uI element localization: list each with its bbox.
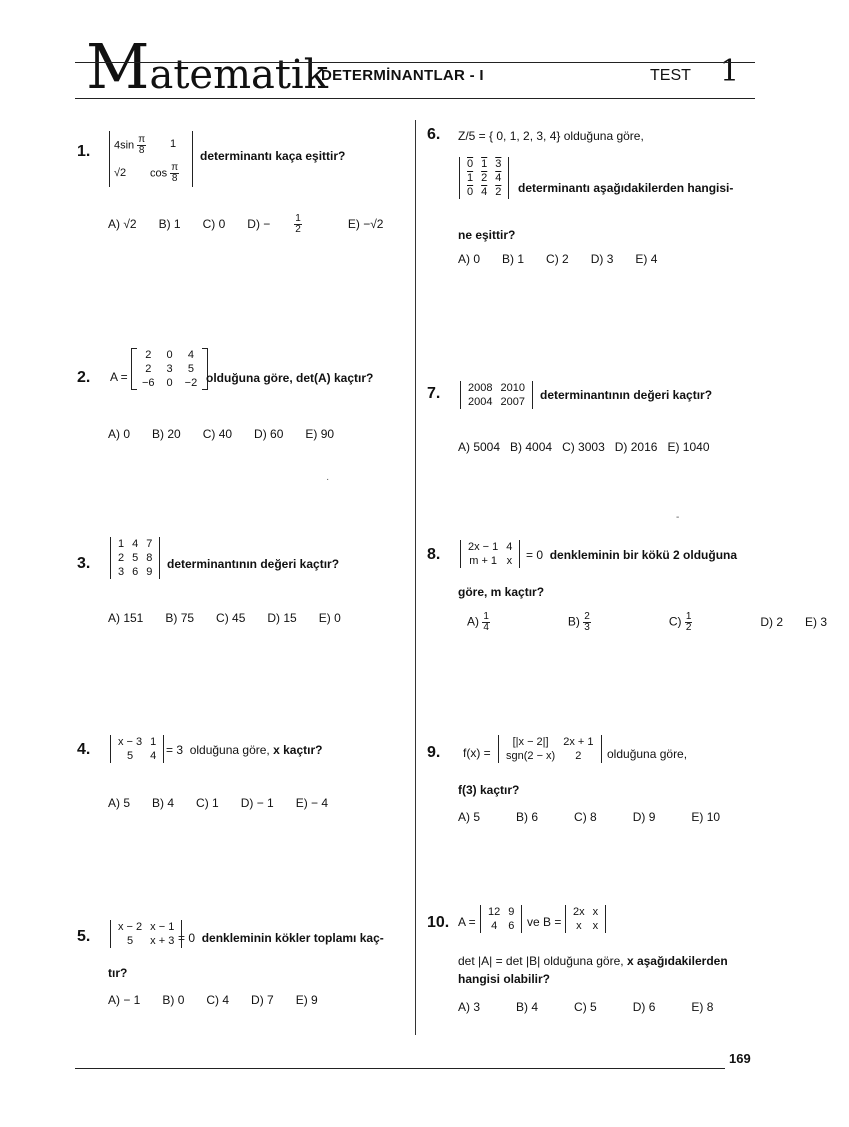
q9-func-label: f(x) =	[463, 746, 491, 760]
q4-determinant: x − 3 1 5 4	[110, 735, 164, 763]
q8-text-cont: göre, m kaçtır?	[458, 585, 545, 599]
q4-text: = 3 olduğuna göre, x kaçtır?	[166, 743, 323, 757]
q9-determinant: [|x − 2|] 2x + 1 sgn(2 − x) 2	[498, 735, 602, 763]
q7-options: A) 5004 B) 4004 C) 3003 D) 2016 E) 1040	[458, 440, 710, 454]
test-number: 1	[720, 54, 740, 89]
q8-text: = 0 denkleminin bir kökü 2 olduğuna	[526, 548, 738, 562]
stray-mark: -	[676, 512, 680, 523]
column-divider	[415, 120, 416, 1035]
q7-determinant: 2008 2010 2004 2007	[460, 381, 533, 409]
q8-options: A) $\frac{1}{4}$ B) $\frac{2}{3}$ C) $\frac{1}{2}$ D) 2 E) 3	[467, 611, 828, 633]
q10-b-label: ve B =	[527, 915, 562, 929]
question-number: 7.	[427, 385, 441, 402]
question-number: 10.	[427, 914, 450, 931]
q5-options: A) − 1 B) 0 C) 4 D) 7 E) 9	[108, 993, 318, 1007]
question-number: 2.	[77, 369, 91, 386]
q6-text-intro: Z/5 = { 0, 1, 2, 3, 4} olduğuna göre,	[458, 129, 644, 143]
q2-text: olduğuna göre, det(A) kaçtır?	[206, 371, 374, 385]
q6-text: determinantı aşağıdakilerden hangisi-	[518, 181, 734, 195]
page-number: 169	[729, 1051, 751, 1066]
q7-text: determinantının değeri kaçtır?	[540, 388, 713, 402]
chapter-title: DETERMİNANTLAR - I	[321, 67, 484, 84]
q10-a-determinant: 12 9 4 6	[480, 905, 522, 933]
q10-text-cont: hangisi olabilir?	[458, 972, 551, 986]
question-number: 3.	[77, 555, 91, 572]
q10-options: A) 3 B) 4 C) 5 D) 6 E) 8	[458, 1000, 714, 1014]
question-number: 6.	[427, 126, 441, 143]
header-top-rule	[75, 62, 755, 63]
q2-matrix-label: A =	[110, 370, 128, 384]
q6-text-cont: ne eşittir?	[458, 228, 516, 242]
q9-text-cont: f(3) kaçtır?	[458, 783, 520, 797]
stray-dot: ·	[326, 474, 330, 485]
footer-rule	[75, 1068, 725, 1069]
q5-text: = 0 denkleminin kökler toplamı kaç-	[178, 931, 384, 945]
q9-text: olduğuna göre,	[607, 747, 688, 761]
q8-determinant: 2x − 1 4 m + 1 x	[460, 540, 520, 568]
q2-options: A) 0 B) 20 C) 40 D) 60 E) 90	[108, 427, 335, 441]
question-number: 4.	[77, 741, 91, 758]
q10-text: det |A| = det |B| olduğuna göre, x aşağıdakilerden	[458, 954, 728, 968]
q2-matrix: 2 0 4 2 3 5 −6 0 −2	[131, 348, 208, 390]
question-number: 5.	[77, 928, 91, 945]
q1-options: A) √2 B) 1 C) 0 D) − $\frac{1}{2}$ E) −√2	[108, 213, 384, 235]
q4-options: A) 5 B) 4 C) 1 D) − 1 E) − 4	[108, 796, 329, 810]
q1-determinant: 4sin $\frac{\pi}{8}$ 1 √2 cos $\frac{\pi}{8}$	[109, 131, 193, 187]
q6-determinant: 0 1 3 1 2 4 0 4 2	[459, 157, 509, 199]
q9-options: A) 5 B) 6 C) 8 D) 9 E) 10	[458, 810, 721, 824]
q3-text: determinantının değeri kaçtır?	[167, 557, 340, 571]
question-number: 9.	[427, 744, 441, 761]
q10-b-determinant: 2x x x x	[565, 905, 606, 933]
q5-determinant: x − 2 x − 1 5 x + 3	[110, 920, 182, 948]
q6-options: A) 0 B) 1 C) 2 D) 3 E) 4	[458, 252, 658, 266]
q5-text-cont: tır?	[108, 966, 128, 980]
q3-options: A) 151 B) 75 C) 45 D) 15 E) 0	[108, 611, 341, 625]
question-number: 1.	[77, 143, 91, 160]
q3-determinant: 1 4 7 2 5 8 3 6 9	[110, 537, 160, 579]
test-label: TEST	[650, 67, 691, 84]
subject-title: Matematik	[86, 30, 328, 103]
q1-text: determinantı kaça eşittir?	[200, 149, 346, 163]
header-bottom-rule	[75, 98, 755, 99]
question-number: 8.	[427, 546, 441, 563]
q10-a-label: A =	[458, 915, 476, 929]
